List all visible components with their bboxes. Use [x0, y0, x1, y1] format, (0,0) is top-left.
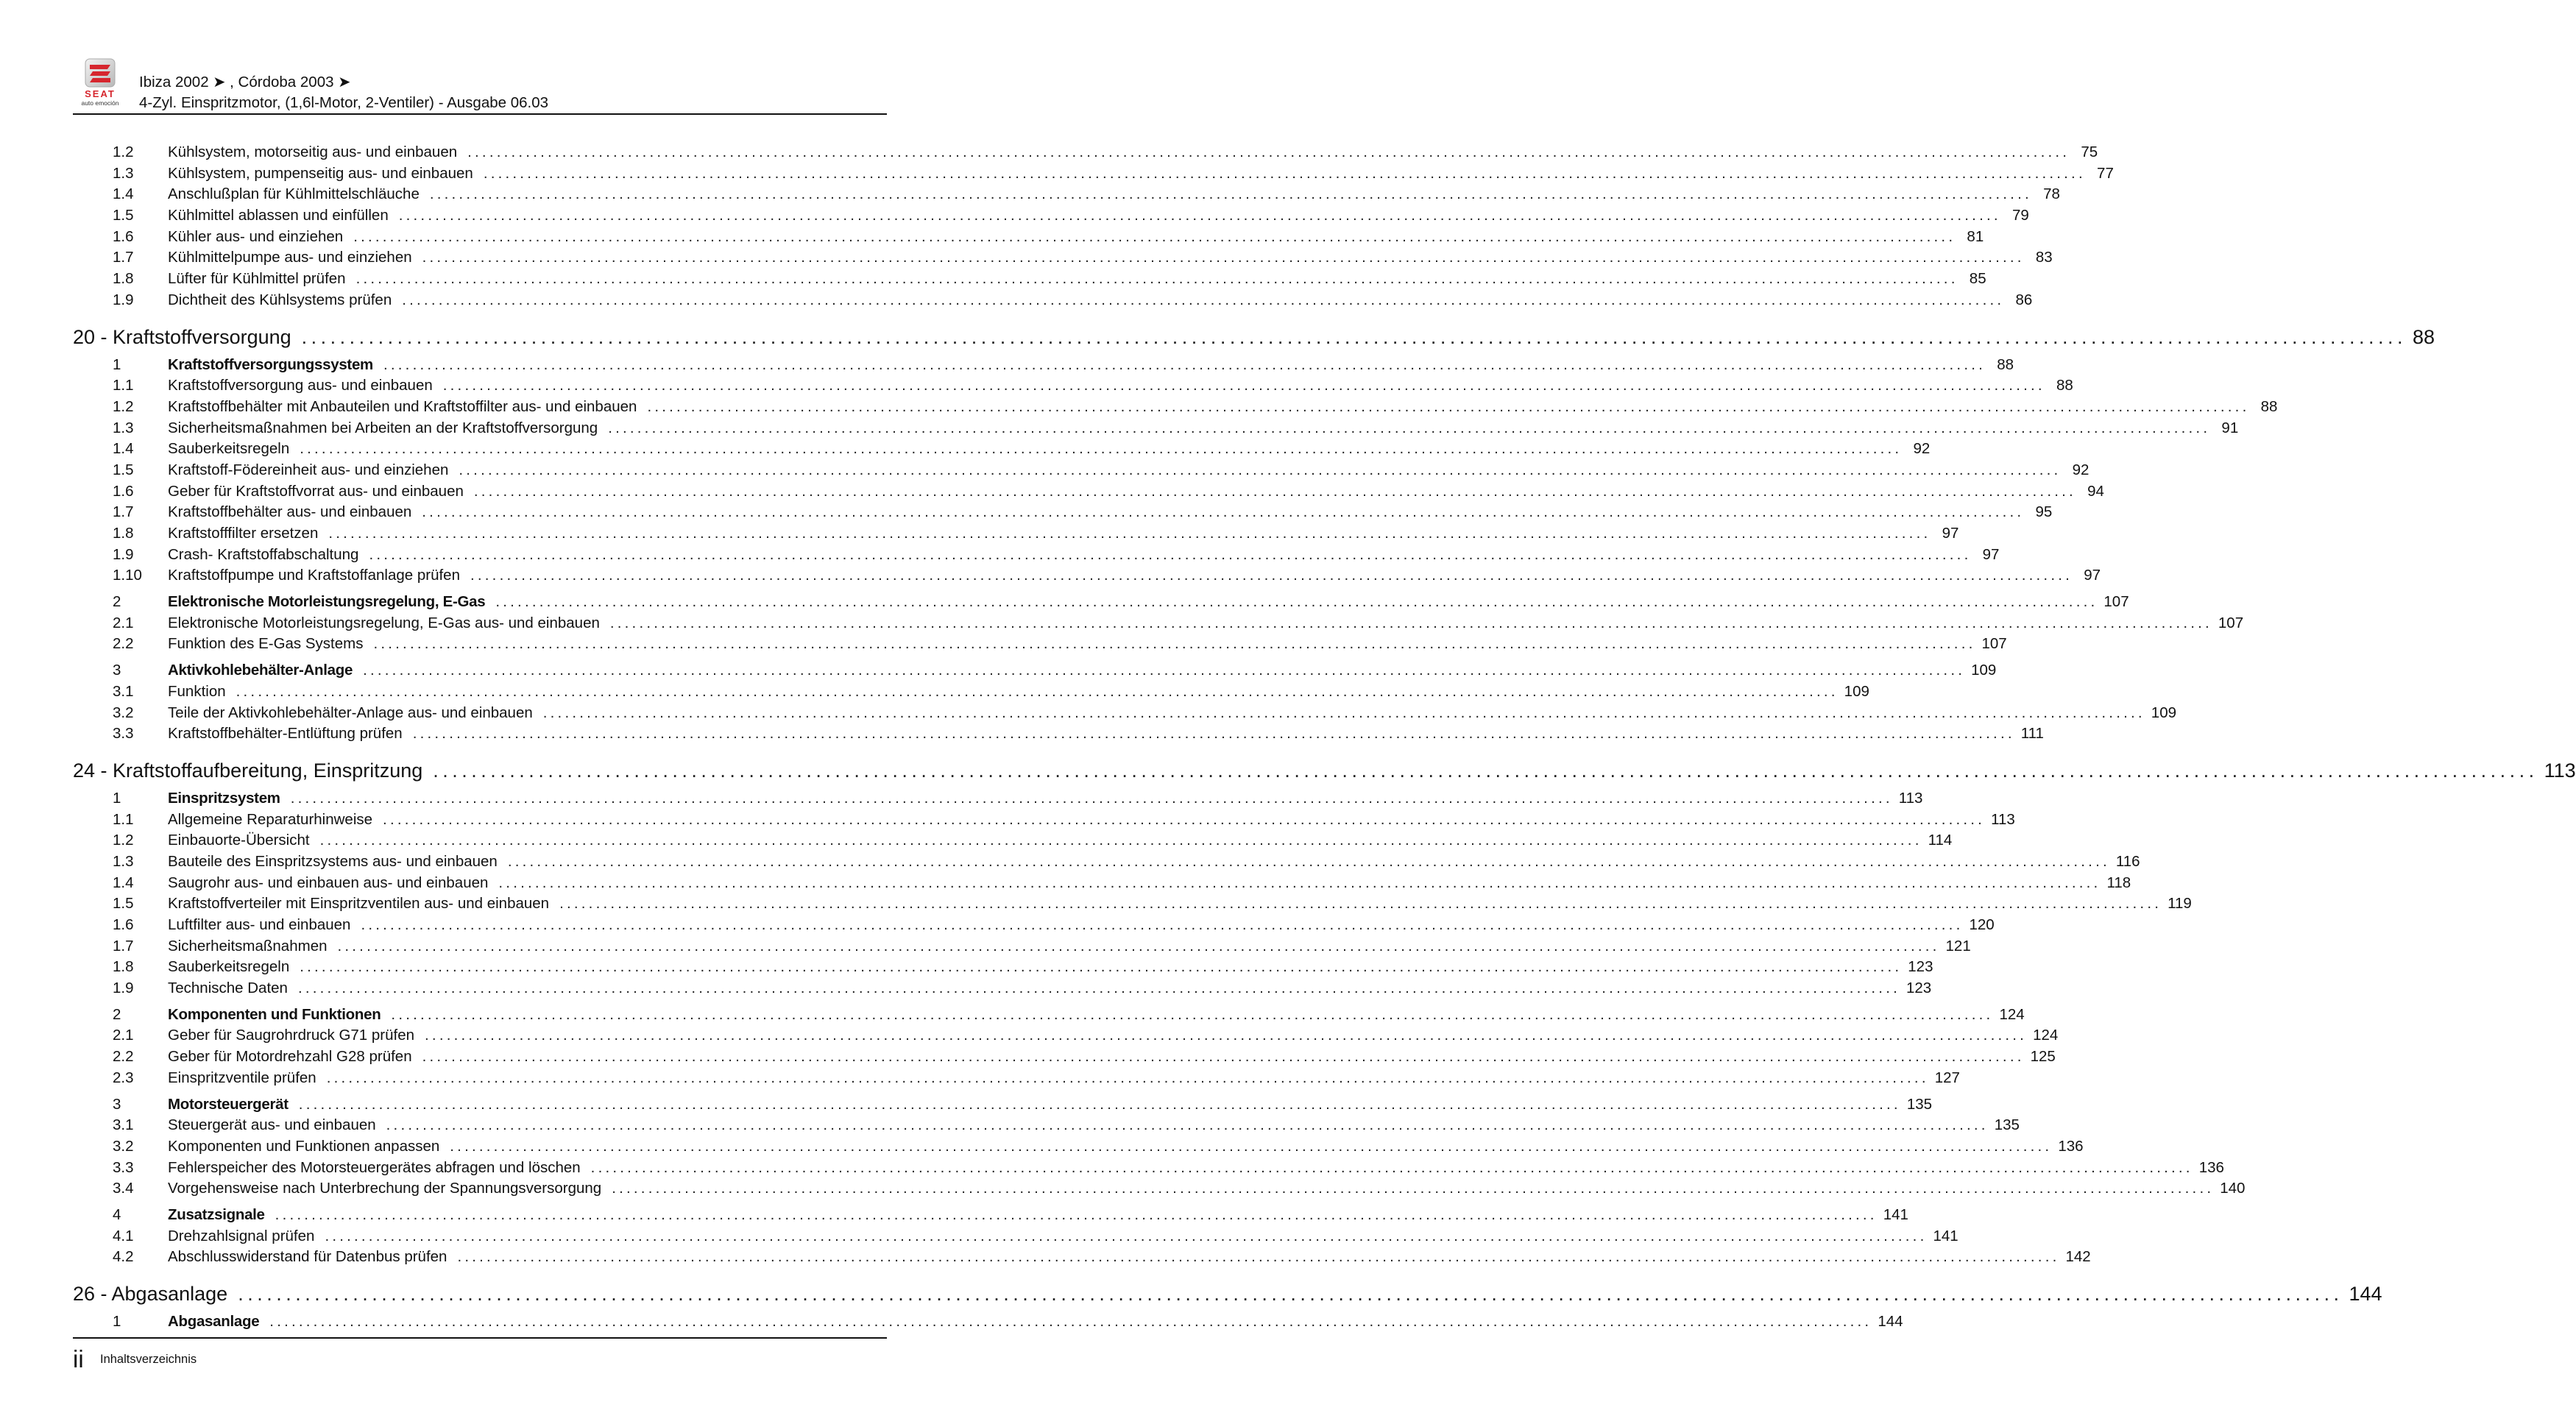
footer-section-title: Inhaltsverzeichnis: [100, 1353, 197, 1366]
toc-section[interactable]: [73, 592, 2129, 613]
entry-page: 136: [2058, 1137, 2084, 1155]
entry-title: Drehzahlsignal prüfen: [168, 1227, 315, 1244]
entry-page: 144: [1878, 1313, 1903, 1330]
toc-entry[interactable]: [73, 1115, 2020, 1136]
toc-entry[interactable]: [73, 142, 2098, 163]
entry-page: 97: [2084, 567, 2101, 584]
entry-page: 109: [1971, 662, 1997, 679]
dot-leader: ............................................................................................................................................................................................................................: [325, 1227, 1928, 1244]
dot-leader: ............................................................................................................................................................................................................................: [319, 832, 1922, 849]
toc-entry[interactable]: [73, 290, 2033, 311]
entry-page: 79: [2011, 207, 2029, 224]
entry-title: Kühlsystem, pumpenseitig aus- und einbauen: [168, 164, 473, 182]
entry-number: 1.7: [113, 503, 134, 521]
toc-entry[interactable]: [73, 915, 1995, 936]
entry-number: 1.1: [113, 810, 134, 828]
entry-title: Kraftstoffversorgungssystem: [168, 355, 373, 373]
dot-leader: ............................................................................................................................................................................................................................: [361, 916, 1964, 933]
entry-page: 125: [2030, 1048, 2056, 1066]
entry-number: 1.5: [113, 207, 134, 224]
entry-title: Anschlußplan für Kühlmittelschläuche: [168, 185, 420, 203]
entry-page: 88: [1997, 355, 2014, 373]
entry-number: 3: [113, 662, 121, 679]
entry-title: Steuergerät aus- und einbauen: [168, 1116, 376, 1134]
entry-number: 1.2: [113, 397, 134, 415]
entry-number: 1.2: [113, 144, 134, 160]
toc-chapter[interactable]: [73, 1282, 2382, 1306]
entry-title: 20 - Kraftstoffversorgung: [73, 325, 291, 348]
entry-page: 120: [1969, 916, 1995, 933]
toc-entry[interactable]: [73, 565, 2101, 587]
entry-title: Kraftstoffversorgung aus- und einbauen: [168, 377, 433, 394]
toc-section[interactable]: [73, 1005, 2025, 1026]
entry-title: Sauberkeitsregeln: [168, 440, 290, 458]
entry-number: 2.2: [113, 1048, 134, 1066]
toc-entry[interactable]: [73, 163, 2114, 185]
entry-title: Komponenten und Funktionen anpassen: [168, 1137, 440, 1155]
svg-text:auto emoción: auto emoción: [81, 99, 119, 107]
dot-leader: ............................................................................................................................................................................................................................: [300, 440, 1903, 458]
entry-page: 88: [2413, 325, 2435, 348]
toc-entry[interactable]: [73, 375, 2073, 397]
dot-leader: ............................................................................................................................................................................................................................: [412, 725, 2015, 743]
dot-leader: ............................................................................................................................................................................................................................: [483, 164, 2086, 182]
dot-leader: ............................................................................................................................................................................................................................: [590, 1158, 2193, 1176]
entry-number: 2: [113, 1005, 121, 1023]
entry-number: 1.9: [113, 291, 134, 308]
entry-page: 124: [2033, 1027, 2059, 1044]
entry-title: Allgemeine Reparaturhinweise: [168, 810, 373, 828]
header-models: Ibiza 2002 ➤ , Córdoba 2003 ➤: [139, 74, 351, 91]
entry-page: 109: [1844, 682, 1869, 700]
header-engine-edition: 4-Zyl. Einspritzmotor, (1,6l-Motor, 2-Ventiler) - Ausgabe 06.03: [139, 94, 549, 111]
toc-entry[interactable]: [73, 851, 2140, 873]
dot-leader: ............................................................................................................................................................................................................................: [298, 1095, 1901, 1113]
entry-number: 2.1: [113, 614, 134, 631]
entry-page: 113: [2544, 759, 2576, 782]
entry-title: Elektronische Motorleistungsregelung, E-Gas aus- und einbauen: [168, 614, 600, 631]
toc-entry[interactable]: [73, 723, 2044, 745]
entry-page: 123: [1908, 958, 1933, 976]
entry-page: 118: [2106, 874, 2131, 891]
dot-leader: ............................................................................................................................................................................................................................: [495, 593, 2098, 611]
entry-page: 141: [1933, 1227, 1958, 1244]
dot-leader: ............................................................................................................................................................................................................................: [383, 355, 1986, 373]
toc-section[interactable]: [73, 1311, 1903, 1333]
table-of-contents: [73, 142, 2576, 1333]
page-number: ii: [73, 1345, 84, 1373]
toc-entry[interactable]: [73, 957, 1933, 978]
entry-number: 1.7: [113, 937, 134, 955]
entry-number: 1: [113, 1313, 121, 1330]
entry-page: 77: [2097, 164, 2114, 182]
entry-page: 113: [1898, 789, 1923, 807]
entry-title: 24 - Kraftstoffaufbereitung, Einspritzung: [73, 759, 423, 782]
entry-title: Technische Daten: [168, 980, 288, 997]
dot-leader: ............................................................................................................................................................................................................................: [433, 759, 2538, 782]
dot-leader: ............................................................................................................................................................................................................................: [442, 377, 2045, 394]
toc-entry[interactable]: [73, 227, 1984, 248]
dot-leader: ............................................................................................................................................................................................................................: [542, 704, 2145, 721]
entry-number: 3: [113, 1095, 121, 1113]
entry-page: 78: [2043, 185, 2060, 203]
entry-title: Kraftstoffpumpe und Kraftstoffanlage prüfen: [168, 567, 460, 584]
entry-number: 2.1: [113, 1027, 134, 1044]
toc-chapter[interactable]: [73, 759, 2576, 782]
toc-entry[interactable]: [73, 439, 1931, 460]
entry-title: Kraftstoff-Födereinheit aus- und einziehen: [168, 461, 449, 478]
entry-title: Funktion des E-Gas Systems: [168, 635, 364, 653]
entry-title: Teile der Aktivkohlebehälter-Anlage aus- und einbauen: [168, 704, 533, 721]
toc-entry[interactable]: [73, 184, 2060, 205]
dot-leader: ............................................................................................................................................................................................................................: [422, 1048, 2025, 1066]
entry-number: 4: [113, 1205, 121, 1223]
entry-page: 94: [2087, 482, 2104, 500]
toc-section[interactable]: [73, 660, 1997, 681]
dot-leader: ............................................................................................................................................................................................................................: [398, 207, 2001, 224]
footer-divider: [73, 1337, 887, 1339]
entry-title: Kühler aus- und einziehen: [168, 227, 344, 245]
dot-leader: ............................................................................................................................................................................................................................: [297, 980, 1900, 997]
dot-leader: ............................................................................................................................................................................................................................: [290, 789, 1893, 807]
toc-entry[interactable]: [73, 1068, 1960, 1089]
entry-number: 3.1: [113, 682, 134, 700]
entry-number: 1.8: [113, 270, 134, 288]
entry-title: Crash- Kraftstoffabschaltung: [168, 545, 359, 563]
seat-logo: [73, 57, 130, 106]
dot-leader: ............................................................................................................................................................................................................................: [328, 525, 1931, 542]
entry-number: 1.2: [113, 832, 134, 849]
entry-number: 3.3: [113, 725, 134, 743]
svg-text:SEAT: SEAT: [85, 88, 116, 99]
toc-entry[interactable]: [73, 978, 1932, 999]
entry-page: 135: [1906, 1095, 1933, 1113]
dot-leader: ............................................................................................................................................................................................................................: [608, 419, 2211, 436]
dot-leader: ............................................................................................................................................................................................................................: [507, 852, 2110, 870]
toc-entry[interactable]: [73, 1178, 2246, 1200]
entry-title: Sicherheitsmaßnahmen bei Arbeiten an der Kraftstoffversorgung: [168, 419, 598, 436]
entry-number: 1.4: [113, 185, 134, 203]
toc-entry[interactable]: [73, 523, 1959, 545]
toc-entry[interactable]: [73, 545, 2000, 566]
entry-page: 121: [1945, 937, 1971, 955]
entry-title: Komponenten und Funktionen: [168, 1005, 381, 1023]
entry-page: 91: [2221, 419, 2239, 436]
entry-page: 140: [2220, 1180, 2246, 1197]
dot-leader: ............................................................................................................................................................................................................................: [609, 614, 2212, 631]
entry-title: Geber für Motordrehzahl G28 prüfen: [168, 1048, 412, 1066]
header-divider: [73, 113, 887, 115]
entry-title: Kraftstoffbehälter aus- und einbauen: [168, 503, 412, 521]
entry-number: 1.4: [113, 440, 134, 458]
toc-entry[interactable]: [73, 634, 2007, 655]
toc-entry[interactable]: [73, 873, 2131, 894]
toc-entry[interactable]: [73, 481, 2104, 503]
entry-title: Einspritzventile prüfen: [168, 1069, 316, 1086]
entry-page: 119: [2168, 895, 2192, 913]
entry-page: 92: [2072, 461, 2090, 478]
entry-title: Saugrohr aus- und einbauen aus- und einbauen: [168, 874, 489, 891]
toc-entry[interactable]: [73, 460, 2090, 481]
entry-number: 4.1: [113, 1227, 134, 1244]
entry-page: 107: [1981, 635, 2007, 653]
entry-number: 3.2: [113, 704, 134, 721]
dot-leader: ............................................................................................................................................................................................................................: [300, 958, 1903, 976]
entry-number: 1.4: [113, 874, 134, 891]
entry-page: 144: [2349, 1283, 2382, 1305]
toc-entry[interactable]: [73, 1136, 2084, 1158]
toc-entry[interactable]: [73, 893, 2192, 915]
entry-number: 2: [113, 593, 121, 611]
dot-leader: ............................................................................................................................................................................................................................: [337, 937, 1940, 955]
entry-page: 111: [2020, 725, 2044, 743]
toc-section[interactable]: [73, 355, 2014, 376]
entry-number: 1.6: [113, 916, 134, 933]
entry-page: 97: [1982, 545, 2000, 563]
dot-leader: ............................................................................................................................................................................................................................: [422, 503, 2025, 521]
toc-entry[interactable]: [73, 397, 2278, 418]
dot-leader: ............................................................................................................................................................................................................................: [386, 1116, 1989, 1134]
entry-title: Funktion: [168, 682, 226, 700]
entry-title: Geber für Kraftstoffvorrat aus- und einbauen: [168, 482, 464, 500]
toc-entry[interactable]: [73, 502, 2053, 523]
dot-leader: ............................................................................................................................................................................................................................: [391, 1005, 1994, 1023]
entry-title: Kraftstoffbehälter-Entlüftung prüfen: [168, 725, 403, 743]
entry-title: Kraftstofffilter ersetzen: [168, 525, 319, 542]
dot-leader: ............................................................................................................................................................................................................................: [402, 291, 2005, 308]
entry-page: 116: [2115, 852, 2140, 870]
dot-leader: ............................................................................................................................................................................................................................: [275, 1205, 1878, 1223]
toc-entry[interactable]: [73, 703, 2177, 724]
entry-number: 1.1: [113, 377, 134, 394]
toc-entry[interactable]: [73, 810, 2015, 831]
entry-number: 1.7: [113, 249, 134, 266]
dot-leader: ............................................................................................................................................................................................................................: [326, 1069, 1929, 1086]
entry-page: 85: [1969, 270, 1986, 288]
dot-leader: ............................................................................................................................................................................................................................: [269, 1313, 1872, 1330]
entry-title: Einspritzsystem: [168, 789, 280, 807]
dot-leader: ............................................................................................................................................................................................................................: [422, 249, 2025, 266]
entry-title: Luftfilter aus- und einbauen: [168, 916, 351, 933]
dot-leader: ............................................................................................................................................................................................................................: [425, 1027, 2028, 1044]
entry-page: 95: [2035, 503, 2053, 521]
dot-leader: ............................................................................................................................................................................................................................: [238, 1283, 2343, 1305]
entry-page: 124: [1999, 1005, 2025, 1023]
entry-page: 127: [1934, 1069, 1960, 1086]
entry-number: 1.10: [113, 567, 142, 584]
entry-title: 26 - Abgasanlage: [73, 1283, 228, 1305]
entry-number: 1.3: [113, 164, 134, 182]
entry-page: 88: [2056, 377, 2073, 394]
entry-title: Zusatzsignale: [168, 1205, 265, 1223]
toc-entry[interactable]: [73, 681, 1869, 703]
entry-title: Einbauorte-Übersicht: [168, 832, 310, 849]
entry-page: 92: [1913, 440, 1931, 458]
dot-leader: ............................................................................................................................................................................................................................: [236, 682, 1839, 700]
entry-page: 86: [2015, 291, 2033, 308]
dot-leader: ............................................................................................................................................................................................................................: [459, 461, 2062, 478]
dot-leader: ............................................................................................................................................................................................................................: [647, 397, 2250, 415]
dot-leader: ............................................................................................................................................................................................................................: [450, 1137, 2053, 1155]
entry-title: Abgasanlage: [168, 1313, 260, 1330]
entry-title: Motorsteuergerät: [168, 1095, 289, 1113]
entry-number: 2.3: [113, 1069, 134, 1086]
toc-entry[interactable]: [73, 1025, 2059, 1047]
entry-number: 3.3: [113, 1158, 134, 1176]
entry-number: 4.2: [113, 1248, 134, 1266]
entry-page: 142: [2065, 1248, 2091, 1266]
entry-title: Bauteile des Einspritzsystems aus- und einbauen: [168, 852, 498, 870]
entry-title: Kühlmittel ablassen und einfüllen: [168, 207, 389, 224]
entry-page: 81: [1967, 227, 1984, 245]
entry-title: Aktivkohlebehälter-Anlage: [168, 662, 353, 679]
entry-title: Sicherheitsmaßnahmen: [168, 937, 328, 955]
dot-leader: ............................................................................................................................................................................................................................: [383, 810, 1986, 828]
entry-title: Abschlusswiderstand für Datenbus prüfen: [168, 1248, 447, 1266]
entry-page: 75: [2081, 144, 2098, 160]
entry-page: 83: [2035, 249, 2053, 266]
toc-entry[interactable]: [73, 269, 1986, 290]
toc-entry[interactable]: [73, 830, 1953, 851]
toc-section[interactable]: [73, 788, 1923, 810]
dot-leader: ............................................................................................................................................................................................................................: [498, 874, 2101, 891]
toc-entry[interactable]: [73, 1047, 2056, 1068]
dot-leader: ............................................................................................................................................................................................................................: [467, 144, 2070, 160]
entry-page: 113: [1991, 810, 2015, 828]
entry-page: 114: [1928, 832, 1953, 849]
dot-leader: ............................................................................................................................................................................................................................: [470, 567, 2073, 584]
entry-page: 107: [2103, 593, 2129, 611]
toc-entry[interactable]: [73, 418, 2239, 439]
dot-leader: ............................................................................................................................................................................................................................: [301, 325, 2407, 348]
entry-page: 97: [1942, 525, 1959, 542]
dot-leader: ............................................................................................................................................................................................................................: [369, 545, 1972, 563]
entry-number: 1.5: [113, 895, 134, 913]
entry-page: 88: [2260, 397, 2278, 415]
entry-number: 2.2: [113, 635, 134, 653]
dot-leader: ............................................................................................................................................................................................................................: [559, 895, 2162, 913]
entry-number: 1: [113, 789, 121, 807]
entry-number: 3.2: [113, 1137, 134, 1155]
dot-leader: ............................................................................................................................................................................................................................: [353, 227, 1956, 245]
toc-entry[interactable]: [73, 1247, 2091, 1268]
dot-leader: ............................................................................................................................................................................................................................: [612, 1180, 2215, 1197]
entry-number: 1.9: [113, 545, 134, 563]
dot-leader: ............................................................................................................................................................................................................................: [473, 482, 2076, 500]
toc-entry[interactable]: [73, 247, 2053, 269]
entry-number: 1.6: [113, 482, 134, 500]
entry-number: 1: [113, 355, 121, 373]
toc-entry[interactable]: [73, 205, 2029, 227]
entry-title: Sauberkeitsregeln: [168, 958, 290, 976]
dot-leader: ............................................................................................................................................................................................................................: [457, 1248, 2060, 1266]
entry-number: 1.9: [113, 980, 134, 997]
entry-number: 1.8: [113, 525, 134, 542]
entry-number: 1.6: [113, 227, 134, 245]
entry-number: 1.3: [113, 852, 134, 870]
toc-entry[interactable]: [73, 1226, 1958, 1247]
toc-chapter[interactable]: [73, 325, 2435, 349]
entry-title: Kühlmittelpumpe aus- und einziehen: [168, 249, 412, 266]
entry-number: 1.3: [113, 419, 134, 436]
entry-page: 135: [1994, 1116, 2020, 1134]
entry-number: 1.8: [113, 958, 134, 976]
toc-entry[interactable]: [73, 936, 1971, 957]
entry-title: Geber für Saugrohrdruck G71 prüfen: [168, 1027, 415, 1044]
toc-section[interactable]: [73, 1094, 1933, 1116]
entry-number: 3.4: [113, 1180, 134, 1197]
toc-entry[interactable]: [73, 613, 2244, 634]
toc-entry[interactable]: [73, 1158, 2224, 1179]
entry-title: Kraftstoffbehälter mit Anbauteilen und Kraftstoffilter aus- und einbauen: [168, 397, 637, 415]
entry-number: 3.1: [113, 1116, 134, 1134]
entry-title: Elektronische Motorleistungsregelung, E-Gas: [168, 593, 486, 611]
entry-title: Kraftstoffverteiler mit Einspritzventilen aus- und einbauen: [168, 895, 550, 913]
entry-title: Vorgehensweise nach Unterbrechung der Spannungsversorgung: [168, 1180, 602, 1197]
entry-page: 123: [1906, 980, 1932, 997]
entry-title: Kühlsystem, motorseitig aus- und einbauen: [168, 144, 458, 160]
toc-section[interactable]: [73, 1205, 1908, 1226]
entry-title: Fehlerspeicher des Motorsteuergerätes abfragen und löschen: [168, 1158, 581, 1176]
entry-page: 141: [1883, 1205, 1908, 1223]
entry-page: 107: [2218, 614, 2244, 631]
dot-leader: ............................................................................................................................................................................................................................: [363, 662, 1966, 679]
entry-number: 1.5: [113, 461, 134, 478]
dot-leader: ............................................................................................................................................................................................................................: [373, 635, 1976, 653]
entry-title: Lüfter für Kühlmittel prüfen: [168, 270, 346, 288]
dot-leader: ............................................................................................................................................................................................................................: [355, 270, 1958, 288]
dot-leader: ............................................................................................................................................................................................................................: [429, 185, 2032, 203]
entry-page: 136: [2198, 1158, 2224, 1176]
entry-title: Dichtheit des Kühlsystems prüfen: [168, 291, 392, 308]
entry-page: 109: [2151, 704, 2177, 721]
